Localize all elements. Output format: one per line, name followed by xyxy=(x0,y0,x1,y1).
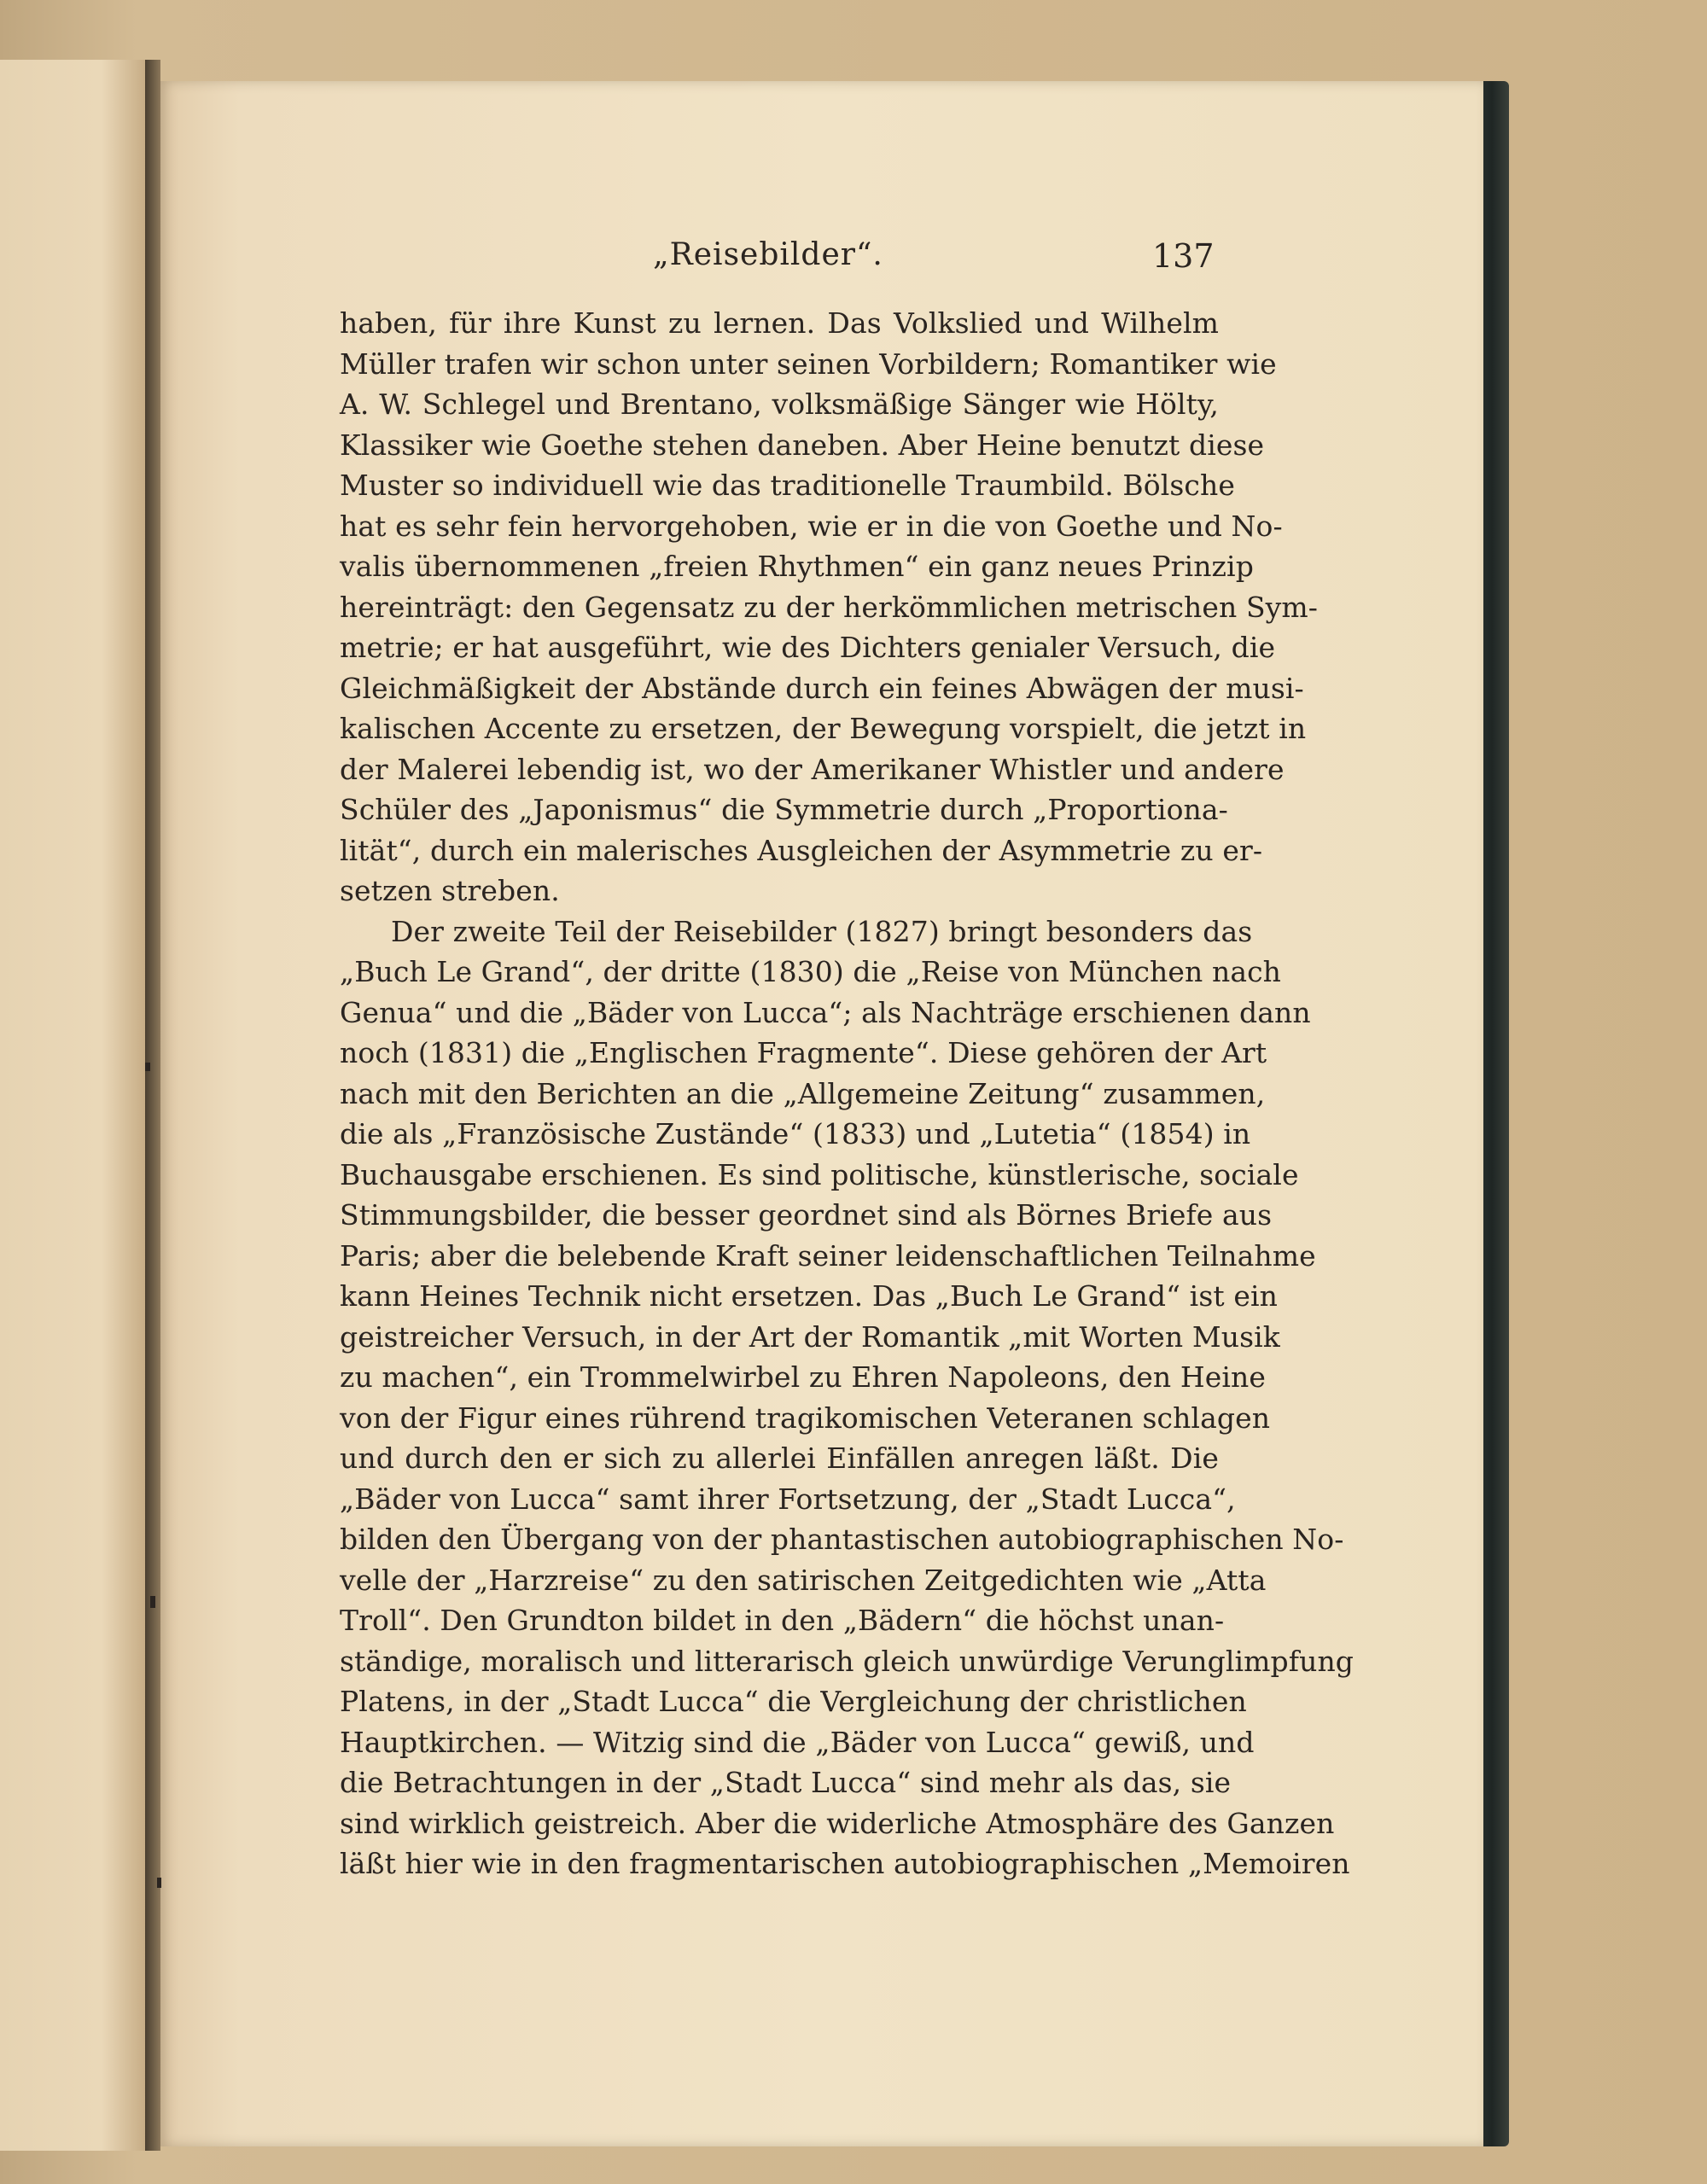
text-line: und durch den er sich zu allerlei Einfällen anregen läßt. Die xyxy=(340,1441,1219,1475)
text-line: kann Heines Technik nicht ersetzen. Das „Buch Le Grand“ ist ein xyxy=(340,1279,1278,1313)
body-text xyxy=(340,303,1355,1884)
text-line: „Buch Le Grand“, der dritte (1830) die „Reise von München nach xyxy=(340,955,1282,988)
text-line: haben, für ihre Kunst zu lernen. Das Volkslied und Wilhelm xyxy=(340,306,1219,340)
text-line: läßt hier wie in den fragmentarischen autobiographischen „Memoiren xyxy=(340,1847,1350,1880)
page-number: 137 xyxy=(1152,237,1215,275)
text-line: Stimmungsbilder, die besser geordnet sind als Börnes Briefe aus xyxy=(340,1198,1273,1232)
left-page-edge xyxy=(0,60,148,2151)
text-line: Troll“. Den Grundton bildet in den „Bädern“ die höchst unan- xyxy=(340,1604,1225,1637)
margin-mark xyxy=(150,1596,155,1608)
text-line: ständige, moralisch und litterarisch gleich unwürdige Verunglimpfung xyxy=(340,1644,1355,1678)
text-line: die als „Französische Zustände“ (1833) und „Lutetia“ (1854) in xyxy=(340,1117,1251,1150)
text-line: der Malerei lebendig ist, wo der Amerikaner Whistler und andere xyxy=(340,752,1285,786)
text-line: noch (1831) die „Englischen Fragmente“. Diese gehören der Art xyxy=(340,1036,1267,1069)
running-title: „Reisebilder“. xyxy=(653,237,883,272)
text-line: hat es sehr fein hervorgehoben, wie er in die von Goethe und No- xyxy=(340,509,1283,543)
text-line: Hauptkirchen. — Witzig sind die „Bäder von Lucca“ gewiß, und xyxy=(340,1725,1255,1759)
text-line: die Betrachtungen in der „Stadt Lucca“ sind mehr als das, sie xyxy=(340,1766,1232,1799)
margin-mark xyxy=(145,1063,150,1071)
text-line: Muster so individuell wie das traditionelle Traumbild. Bölsche xyxy=(340,469,1235,502)
text-line: Gleichmäßigkeit der Abstände durch ein feines Abwägen der musi- xyxy=(340,671,1304,705)
text-line: velle der „Harzreise“ zu den satirischen Zeitgedichten wie „Atta xyxy=(340,1563,1267,1597)
text-line: bilden den Übergang von der phantastischen autobiographischen No- xyxy=(340,1523,1344,1556)
text-line: Platens, in der „Stadt Lucca“ die Vergleichung der christlichen xyxy=(340,1685,1247,1718)
text-line: von der Figur eines rührend tragikomischen Veteranen schlagen xyxy=(340,1401,1271,1435)
text-line: Paris; aber die belebende Kraft seiner leidenschaftlichen Teilnahme xyxy=(340,1238,1316,1273)
text-line: nach mit den Berichten an die „Allgemeine Zeitung“ zusammen, xyxy=(340,1076,1266,1110)
text-line: hereinträgt: den Gegensatz zu der herkömmlichen metrischen Sym- xyxy=(340,590,1319,624)
paragraph-end-line: setzen streben. xyxy=(340,874,560,907)
text-line: „Bäder von Lucca“ samt ihrer Fortsetzung, der „Stadt Lucca“, xyxy=(340,1482,1236,1516)
text-line: Klassiker wie Goethe stehen daneben. Aber Heine benutzt diese xyxy=(340,428,1265,462)
text-line: sind wirklich geistreich. Aber die widerliche Atmosphäre des Ganzen xyxy=(340,1806,1335,1840)
text-line: zu machen“, ein Trommelwirbel zu Ehren Napoleons, den Heine xyxy=(340,1360,1267,1394)
margin-mark xyxy=(157,1878,161,1888)
text-line: Buchausgabe erschienen. Es sind politische, künstlerische, sociale xyxy=(340,1157,1299,1191)
text-line: Genua“ und die „Bäder von Lucca“; als Nachträge erschienen dann xyxy=(340,995,1311,1029)
text-line: Schüler des „Japonismus“ die Symmetrie durch „Proportiona- xyxy=(340,793,1228,826)
text-line: metrie; er hat ausgeführt, wie des Dichters genialer Versuch, die xyxy=(340,631,1276,664)
text-line: lität“, durch ein malerisches Ausgleichen der Asymmetrie zu er- xyxy=(340,833,1263,867)
text-line: valis übernommenen „freien Rhythmen“ ein ganz neues Prinzip xyxy=(340,550,1254,583)
running-head xyxy=(653,237,1199,272)
text-line: geistreicher Versuch, in der Art der Romantik „mit Worten Musik xyxy=(340,1319,1280,1354)
text-line: A. W. Schlegel und Brentano, volksmäßige Sänger wie Hölty, xyxy=(340,387,1219,421)
book-gutter xyxy=(145,60,160,2151)
paragraph-start-line: Der zweite Teil der Reisebilder (1827) bringt besonders das xyxy=(391,914,1253,948)
text-line: Müller trafen wir schon unter seinen Vorbildern; Romantiker wie xyxy=(340,347,1277,381)
text-line: kalischen Accente zu ersetzen, der Bewegung vorspielt, die jetzt in xyxy=(340,712,1307,745)
